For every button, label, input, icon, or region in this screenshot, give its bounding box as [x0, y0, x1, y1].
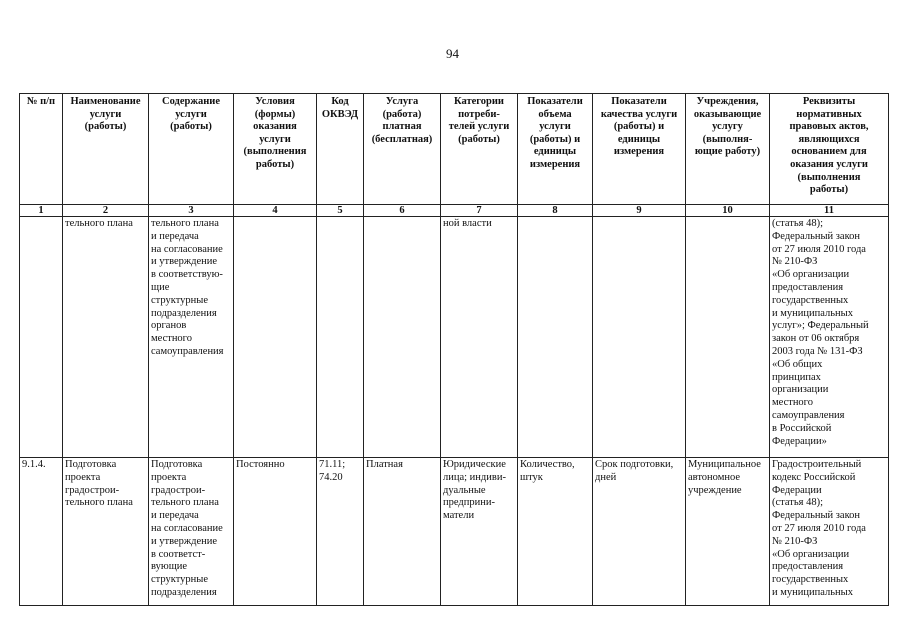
header-name: Наименование услуги (работы)	[63, 94, 149, 205]
cell-okved: 71.11; 74.20	[317, 458, 364, 606]
column-number: 11	[770, 205, 889, 217]
table-row	[20, 458, 889, 606]
cell-conditions: Постоянно	[234, 458, 317, 606]
cell-paid	[364, 217, 441, 458]
cell-conditions	[234, 217, 317, 458]
header-quality: Показатели качества услуги (работы) и единицы измерения	[593, 94, 686, 205]
cell-institutions	[686, 217, 770, 458]
page-number: 94	[446, 46, 459, 61]
header-acts: Реквизиты нормативных правовых актов, являющихся основанием для оказания услуги (выполнения работы)	[770, 94, 889, 205]
cell-acts: (статья 48); Федеральный закон от 27 июля 2010 года № 210-ФЗ «Об организации предоставления государственных и муниципальных услуг»; Федеральный закон от 06 октября 2003 года № 131-ФЗ «Об общих принципах организации местного самоуправления в Российской Федерации»	[770, 217, 889, 458]
cell-volume	[518, 217, 593, 458]
column-number: 9	[593, 205, 686, 217]
cell-name: тельного плана	[63, 217, 149, 458]
column-number: 7	[441, 205, 518, 217]
cell-content: тельного плана и передача на согласование и утверждение в соответствую- щие структурные подразделения органов местного самоуправления	[149, 217, 234, 458]
column-number: 4	[234, 205, 317, 217]
column-number: 6	[364, 205, 441, 217]
header-categories: Категории потреби- телей услуги (работы)	[441, 94, 518, 205]
header-institutions: Учреждения, оказывающие услугу (выполня- ющие работу)	[686, 94, 770, 205]
header-num: № п/п	[20, 94, 63, 205]
cell-categories: Юридические лица; индиви- дуальные предприни- матели	[441, 458, 518, 606]
cell-num	[20, 217, 63, 458]
header-row	[20, 94, 889, 205]
cell-num: 9.1.4.	[20, 458, 63, 606]
cell-categories: ной власти	[441, 217, 518, 458]
table-row	[20, 217, 889, 458]
cell-quality	[593, 217, 686, 458]
cell-content: Подготовка проекта градострои- тельного плана и передача на согласование и утверждение в соответст- вующие структурные подразделения	[149, 458, 234, 606]
column-number: 8	[518, 205, 593, 217]
cell-paid: Платная	[364, 458, 441, 606]
column-number: 2	[63, 205, 149, 217]
cell-volume: Количество, штук	[518, 458, 593, 606]
cell-institutions: Муниципальное автономное учреждение	[686, 458, 770, 606]
column-number-row	[20, 205, 889, 217]
column-number: 1	[20, 205, 63, 217]
header-content: Содержание услуги (работы)	[149, 94, 234, 205]
header-okved: Код ОКВЭД	[317, 94, 364, 205]
column-number: 5	[317, 205, 364, 217]
header-paid: Услуга (работа) платная (бесплатная)	[364, 94, 441, 205]
cell-quality: Срок подготовки, дней	[593, 458, 686, 606]
services-register-table	[19, 93, 889, 606]
header-conditions: Условия (формы) оказания услуги (выполнения работы)	[234, 94, 317, 205]
column-number: 10	[686, 205, 770, 217]
cell-okved	[317, 217, 364, 458]
cell-acts: Градостроительный кодекс Российской Федерации (статья 48); Федеральный закон от 27 июля 2010 года № 210-ФЗ «Об организации предоставления государственных и муниципальных	[770, 458, 889, 606]
header-volume: Показатели объема услуги (работы) и единицы измерения	[518, 94, 593, 205]
cell-name: Подготовка проекта градострои- тельного плана	[63, 458, 149, 606]
column-number: 3	[149, 205, 234, 217]
